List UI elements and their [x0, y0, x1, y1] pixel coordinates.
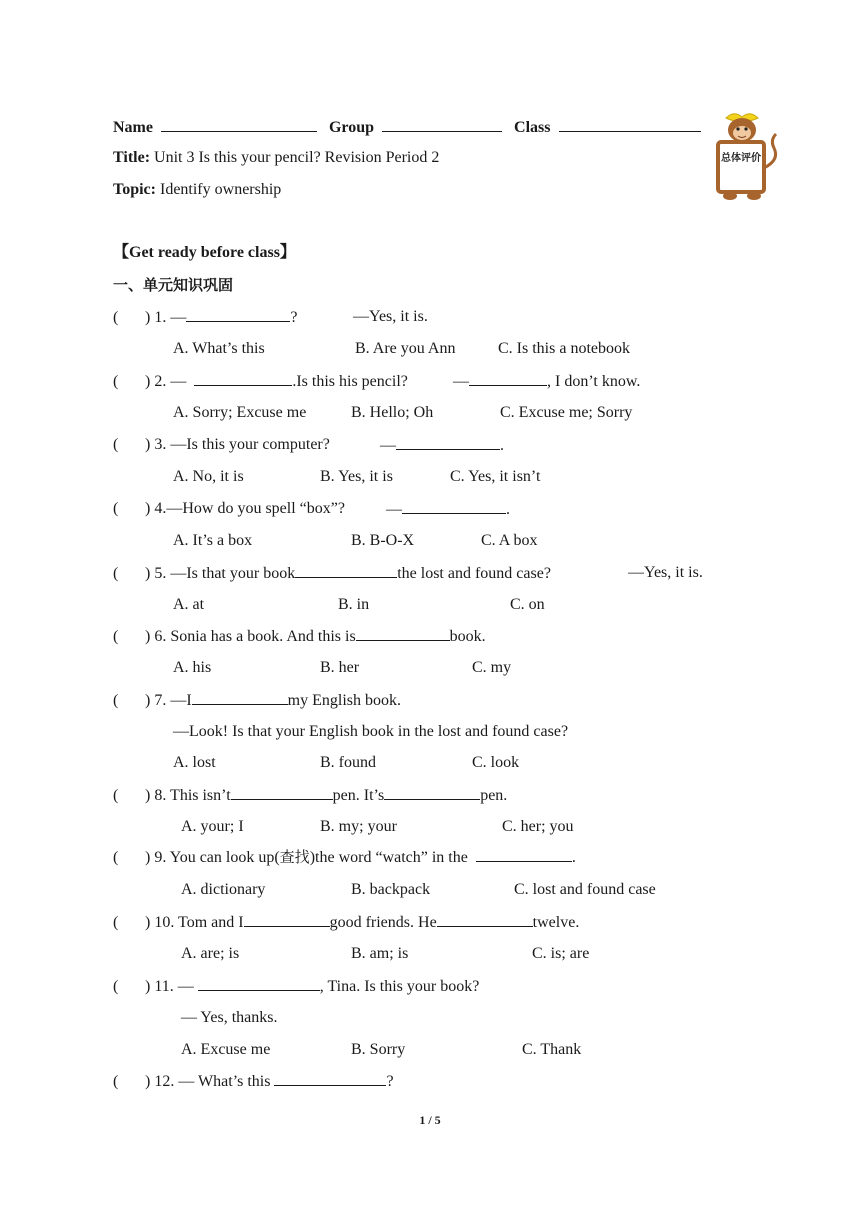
q2-reply: — , I don’t know. [453, 373, 641, 390]
answer-blank[interactable] [476, 847, 572, 862]
option-b: B. am; is [351, 945, 409, 962]
option-a: A. Sorry; Excuse me [173, 404, 307, 421]
question-5: ( ) 5. —Is that your book the lost and found case? [113, 565, 551, 582]
answer-paren[interactable]: ( [113, 849, 119, 866]
q1-reply: —Yes, it is. [353, 308, 428, 325]
option-b: B. found [320, 754, 376, 771]
question-2: ( ) 2. — .Is this his pencil? [113, 373, 408, 390]
answer-blank[interactable] [231, 785, 333, 800]
question-12: ( ) 12. — What’s this ? [113, 1073, 394, 1090]
group-blank[interactable] [382, 117, 502, 132]
q3-reply: — . [380, 437, 504, 454]
option-b: B. Hello; Oh [351, 404, 434, 421]
page-number: 1 / 5 [419, 1113, 441, 1127]
topic-line [113, 180, 281, 200]
question-9: ( ) 9. You can look up(查找)the word “watch” in the . [113, 848, 576, 866]
title-text: Unit 3 Is this your pencil? Revision Period 2 [154, 149, 440, 166]
option-c: C. Excuse me; Sorry [500, 404, 633, 421]
q4-reply: — . [386, 501, 510, 518]
answer-paren[interactable]: ( [113, 500, 119, 517]
option-c: C. Thank [522, 1041, 582, 1058]
name-label: Name [113, 119, 153, 136]
question-4: ( ) 4.—How do you spell “box”? [113, 500, 345, 517]
section-heading: 【Get ready before class】 [113, 244, 296, 261]
option-c: C. Is this a notebook [498, 340, 630, 357]
answer-blank[interactable] [186, 307, 290, 322]
option-a: A. What’s this [173, 340, 265, 357]
option-a: A. your; I [181, 818, 244, 835]
option-a: A. at [173, 596, 205, 613]
answer-paren[interactable]: ( [113, 436, 119, 453]
q11-line-2: — Yes, thanks. [181, 1009, 278, 1026]
option-c: C. A box [481, 532, 538, 549]
option-c: C. is; are [532, 945, 590, 962]
answer-blank[interactable] [437, 912, 533, 927]
option-b: B. backpack [351, 881, 431, 898]
name-blank[interactable] [161, 117, 317, 132]
answer-blank[interactable] [402, 499, 506, 514]
q7-line-2: —Look! Is that your English book in the lost and found case? [173, 723, 569, 740]
answer-blank[interactable] [469, 371, 547, 386]
option-b: B. my; your [320, 818, 397, 835]
question-10: ( ) 10. Tom and I good friends. He twelve. [113, 914, 580, 931]
option-b: B. Sorry [351, 1041, 406, 1058]
option-a: A. Excuse me [181, 1041, 271, 1058]
question-3: ( ) 3. —Is this your computer? [113, 436, 330, 453]
topic-text: Identify ownership [159, 181, 282, 198]
question-8: ( ) 8. This isn’t pen. It’s pen. [113, 787, 508, 804]
question-11: ( ) 11. — , Tina. Is this your book? [113, 978, 480, 995]
answer-paren[interactable]: ( [113, 373, 119, 390]
answer-blank[interactable] [396, 435, 500, 450]
answer-paren[interactable]: ( [113, 787, 119, 804]
option-a: A. lost [173, 754, 216, 771]
answer-blank[interactable] [356, 626, 450, 641]
option-a: A. No, it is [173, 468, 244, 485]
answer-blank[interactable] [295, 563, 397, 578]
q5-reply: —Yes, it is. [628, 564, 703, 581]
option-a: A. It’s a box [173, 532, 253, 549]
option-c: C. on [510, 596, 545, 613]
answer-paren[interactable]: ( [113, 628, 119, 645]
option-c: C. look [472, 754, 520, 771]
option-b: B. in [338, 596, 370, 613]
question-1: ( ) 1. — ? [113, 309, 298, 326]
sub-heading: 一、单元知识巩固 [113, 276, 234, 294]
answer-blank[interactable] [192, 690, 288, 705]
topic-label: Topic: [113, 181, 156, 198]
option-c: C. lost and found case [514, 881, 656, 898]
answer-paren[interactable]: ( [113, 565, 119, 582]
question-6: ( ) 6. Sonia has a book. And this is book. [113, 628, 486, 645]
answer-blank[interactable] [274, 1071, 386, 1086]
option-a: A. dictionary [181, 881, 266, 898]
option-b: B. B-O-X [351, 532, 415, 549]
option-c: C. my [472, 659, 512, 676]
answer-blank[interactable] [194, 371, 292, 386]
answer-paren[interactable]: ( [113, 692, 119, 709]
class-label: Class [514, 119, 551, 136]
option-c: C. Yes, it isn’t [450, 468, 541, 485]
monkey-evaluation-icon [704, 108, 784, 204]
option-c: C. her; you [502, 818, 574, 835]
option-a: A. his [173, 659, 212, 676]
class-blank[interactable] [559, 117, 701, 132]
answer-paren[interactable]: ( [113, 309, 119, 326]
option-b: B. Yes, it is [320, 468, 393, 485]
answer-paren[interactable]: ( [113, 914, 119, 931]
title-line [113, 148, 439, 168]
question-7: ( ) 7. —I my English book. [113, 692, 401, 709]
evaluation-badge-text: 总体评价 [721, 153, 761, 164]
answer-blank[interactable] [384, 785, 480, 800]
student-info-row [113, 117, 709, 138]
title-label: Title: [113, 149, 151, 166]
answer-paren[interactable]: ( [113, 1073, 119, 1090]
option-a: A. are; is [181, 945, 240, 962]
answer-blank[interactable] [244, 912, 330, 927]
option-b: B. Are you Ann [355, 340, 456, 357]
option-b: B. her [320, 659, 360, 676]
answer-blank[interactable] [198, 976, 320, 991]
answer-paren[interactable]: ( [113, 978, 119, 995]
group-label: Group [328, 119, 375, 136]
